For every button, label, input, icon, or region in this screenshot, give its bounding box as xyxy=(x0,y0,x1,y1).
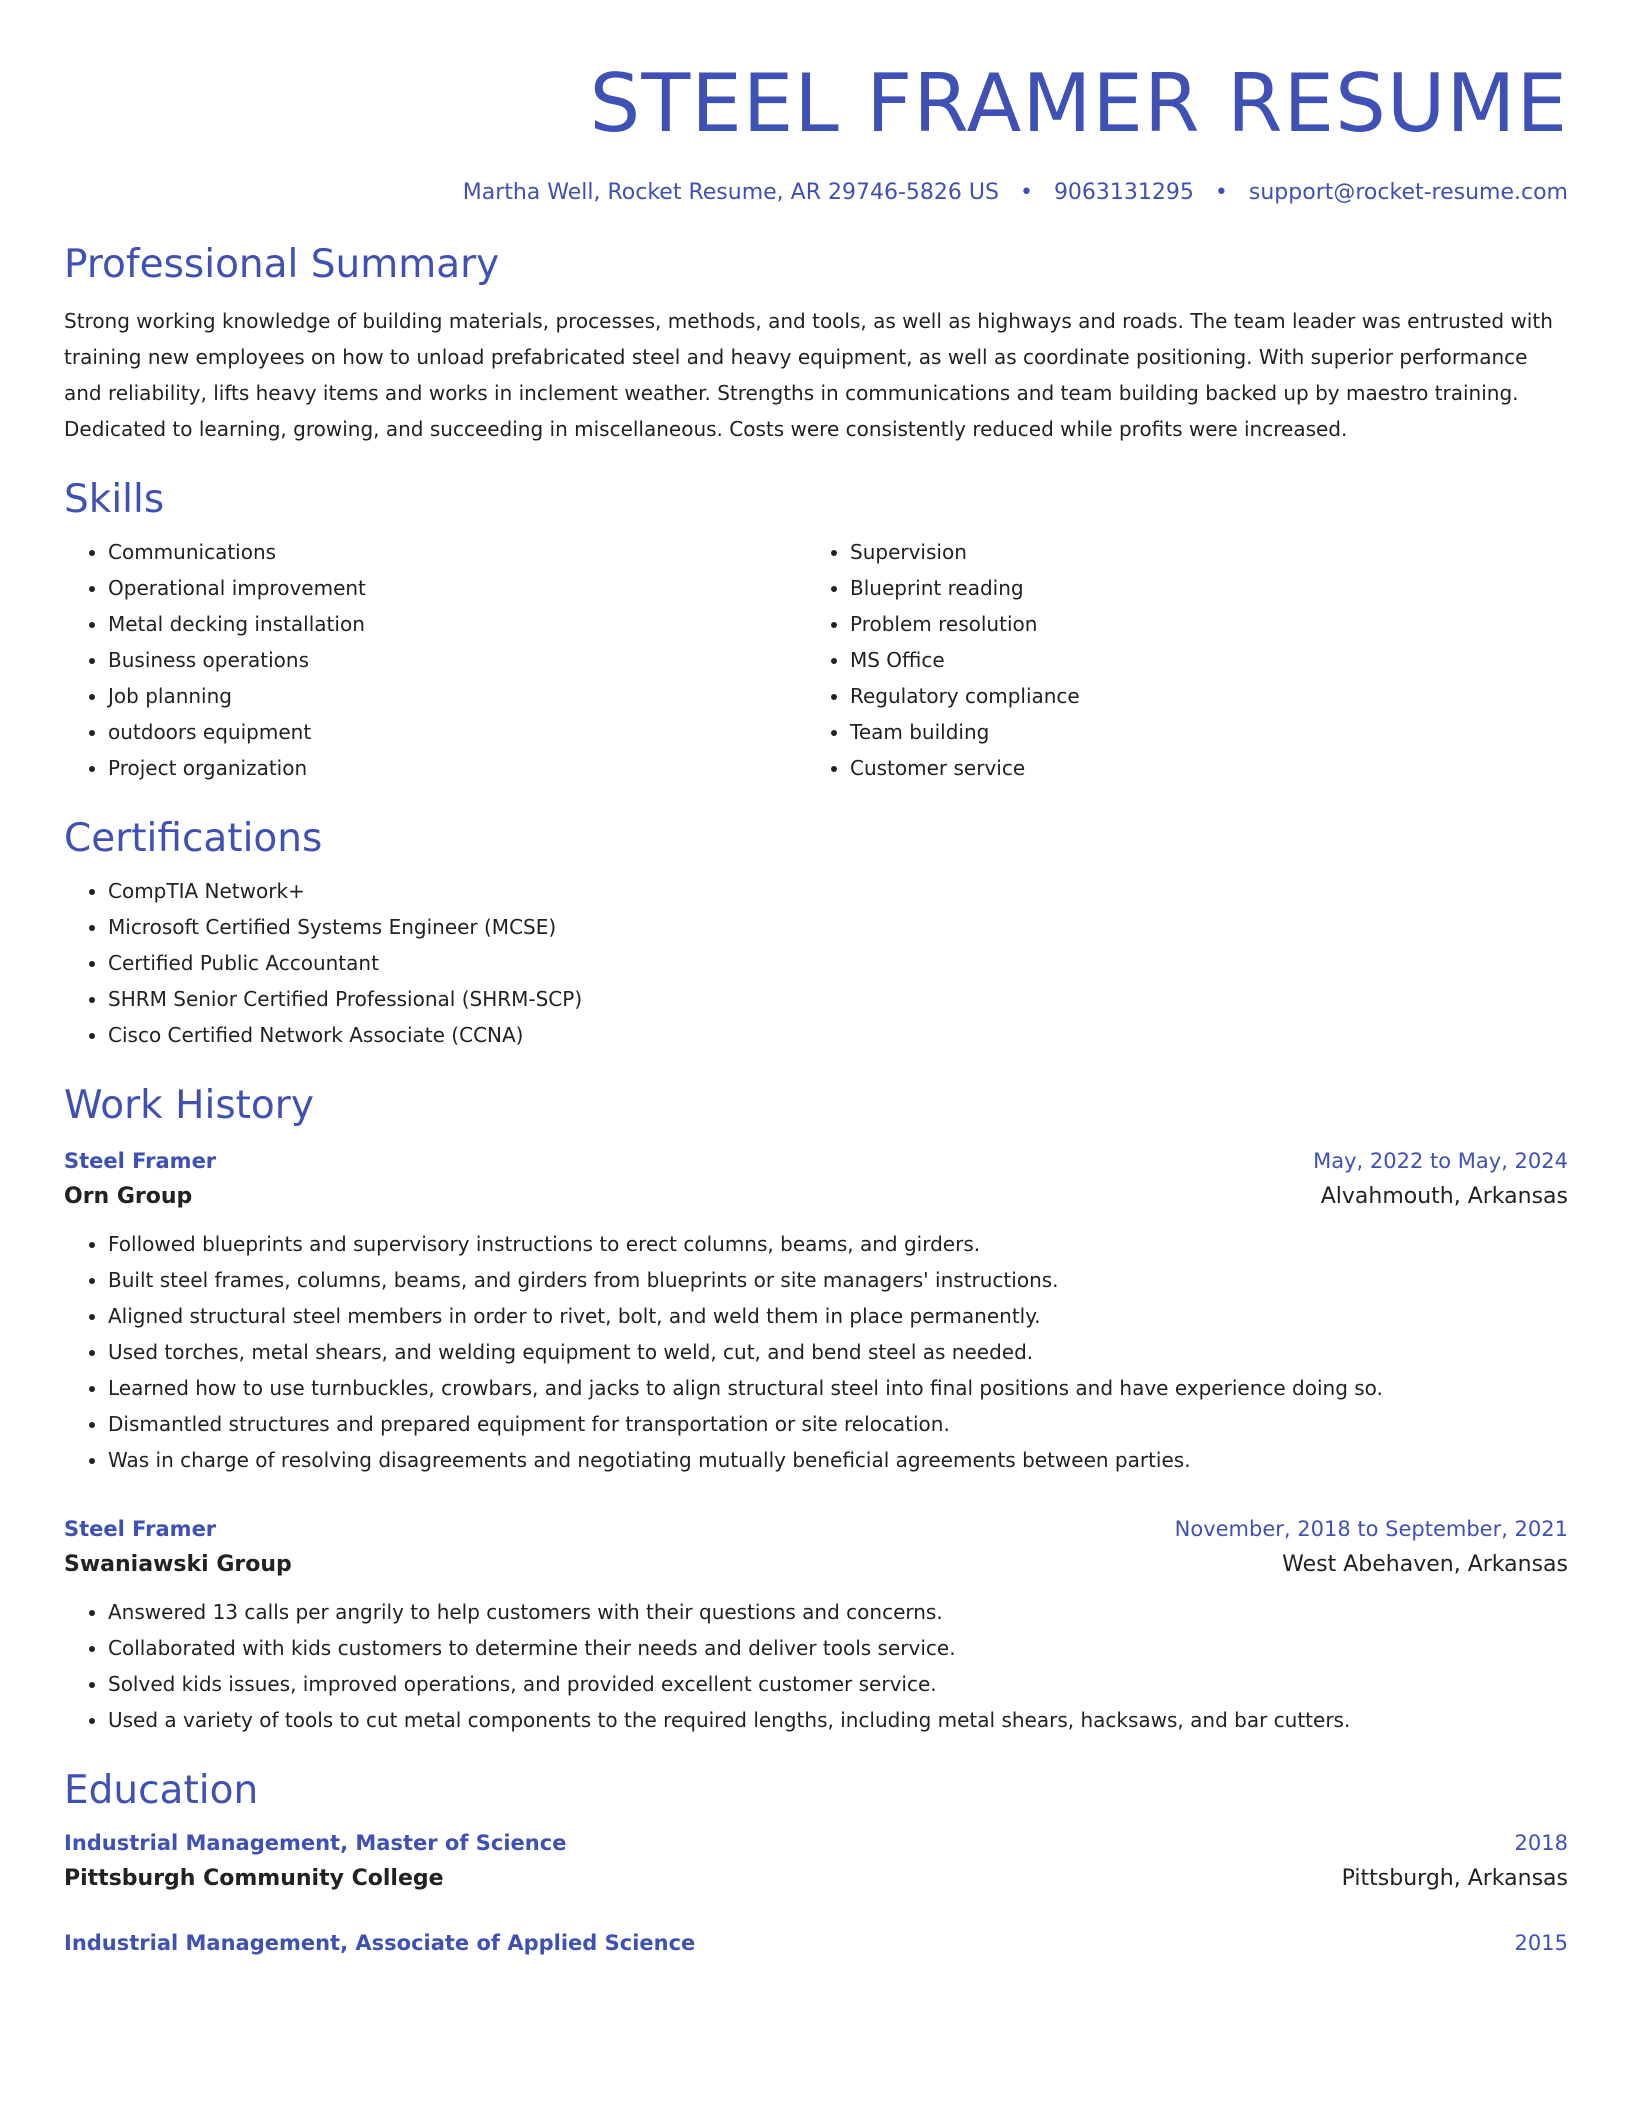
skill-item: • Supervision xyxy=(850,534,1548,570)
contact-address: Martha Well, Rocket Resume, AR 29746-5826 US xyxy=(462,180,999,205)
skill-item: • Team building xyxy=(850,714,1548,750)
job-header-row xyxy=(64,1144,1568,1178)
skill-item: • outdoors equipment xyxy=(108,714,806,750)
job-company: Swaniawski Group xyxy=(64,1551,292,1577)
job-bullet: • Used a variety of tools to cut metal components to the required lengths, including metal shears, hacksaws, and bar cutters. xyxy=(108,1702,1568,1738)
job-bullet: • Was in charge of resolving disagreements and negotiating mutually beneficial agreements between parties. xyxy=(108,1442,1568,1478)
skill-item: • Problem resolution xyxy=(850,606,1548,642)
education-year: 2015 xyxy=(1514,1931,1568,1956)
certification-item: • Microsoft Certified Systems Engineer (MCSE) xyxy=(108,909,1568,945)
job-bullet: • Learned how to use turnbuckles, crowbars, and jacks to align structural steel into final positions and have experience doing so. xyxy=(108,1370,1568,1406)
job-subheader-row xyxy=(64,1178,1568,1216)
skills-heading: Skills xyxy=(64,477,165,523)
education-heading: Education xyxy=(64,1767,259,1813)
certification-item: • Cisco Certified Network Associate (CCNA) xyxy=(108,1017,1568,1053)
job-bullet: • Answered 13 calls per angrily to help customers with their questions and concerns. xyxy=(108,1594,1568,1630)
summary-text: Strong working knowledge of building materials, processes, methods, and tools, as well as highways and roads. The team leader was entrusted with training new employees on how to unload prefabricated steel and heavy equipment, as well as coordinate positioning. With superior performance and reliability, lifts heavy items and works in inclement weather. Strengths in communications and team building backed up by maestro training. Dedicated to learning, growing, and succeeding in miscellaneous. Costs were consistently reduced while profits were increased. xyxy=(64,309,1553,442)
job-role: Steel Framer xyxy=(64,1516,217,1541)
job-bullet: • Followed blueprints and supervisory instructions to erect columns, beams, and girders. xyxy=(108,1226,1568,1262)
job-bullet: • Solved kids issues, improved operations, and provided excellent customer service. xyxy=(108,1666,1568,1702)
job-location: West Abehaven, Arkansas xyxy=(1282,1551,1568,1577)
skill-item: • Business operations xyxy=(108,642,806,678)
skill-item: • Communications xyxy=(108,534,806,570)
education-subheader-row xyxy=(64,1860,1568,1898)
skill-item: • Blueprint reading xyxy=(850,570,1548,606)
skills-list-left xyxy=(64,534,806,786)
job-subheader-row xyxy=(64,1546,1568,1584)
contact-line xyxy=(64,180,1568,206)
contact-separator: • xyxy=(1019,180,1033,205)
job-company: Orn Group xyxy=(64,1183,193,1209)
skill-item: • MS Office xyxy=(850,642,1548,678)
job-bullet: • Aligned structural steel members in order to rivet, bolt, and weld them in place permanently. xyxy=(108,1298,1568,1334)
skill-item: • Operational improvement xyxy=(108,570,806,606)
education-school: Pittsburgh Community College xyxy=(64,1866,444,1892)
job-bullet: • Used torches, metal shears, and welding equipment to weld, cut, and bend steel as needed. xyxy=(108,1334,1568,1370)
education-entry xyxy=(64,1926,1568,1960)
contact-email[interactable]: support@rocket-resume.com xyxy=(1248,180,1568,205)
education-degree: Industrial Management, Master of Science xyxy=(64,1831,567,1856)
skills-list-right xyxy=(806,534,1548,786)
job-bullet: • Dismantled structures and prepared equipment for transportation or site relocation. xyxy=(108,1406,1568,1442)
summary-heading: Professional Summary xyxy=(64,242,500,288)
education-location: Pittsburgh, Arkansas xyxy=(1341,1866,1568,1892)
skills-grid xyxy=(64,534,1568,786)
skill-item: • Metal decking installation xyxy=(108,606,806,642)
job-role: Steel Framer xyxy=(64,1148,217,1173)
skill-item: • Customer service xyxy=(850,750,1548,786)
education-header-row xyxy=(64,1926,1568,1960)
contact-separator: • xyxy=(1214,180,1228,205)
job-bullets xyxy=(64,1594,1568,1738)
job-location: Alvahmouth, Arkansas xyxy=(1320,1183,1568,1209)
job-dates: November, 2018 to September, 2021 xyxy=(1174,1516,1568,1541)
education-degree: Industrial Management, Associate of Applied Science xyxy=(64,1931,696,1956)
education-year: 2018 xyxy=(1514,1831,1568,1856)
job-entry xyxy=(64,1512,1568,1738)
job-bullet: • Collaborated with kids customers to determine their needs and deliver tools service. xyxy=(108,1630,1568,1666)
contact-phone: 9063131295 xyxy=(1053,180,1194,205)
job-dates: May, 2022 to May, 2024 xyxy=(1313,1148,1568,1173)
resume-title: STEEL FRAMER RESUME xyxy=(589,57,1568,150)
education-header-row xyxy=(64,1826,1568,1860)
skill-item: • Job planning xyxy=(108,678,806,714)
certification-item: • SHRM Senior Certified Professional (SHRM-SCP) xyxy=(108,981,1568,1017)
certifications-heading: Certifications xyxy=(64,815,323,861)
work-history-heading: Work History xyxy=(64,1082,314,1128)
job-entry xyxy=(64,1144,1568,1478)
certification-item: • CompTIA Network+ xyxy=(108,873,1568,909)
certifications-list xyxy=(64,873,1568,1053)
job-header-row xyxy=(64,1512,1568,1546)
education-entry xyxy=(64,1826,1568,1898)
job-bullet: • Built steel frames, columns, beams, and girders from blueprints or site managers' instructions. xyxy=(108,1262,1568,1298)
job-bullets xyxy=(64,1226,1568,1478)
skill-item: • Regulatory compliance xyxy=(850,678,1548,714)
certification-item: • Certified Public Accountant xyxy=(108,945,1568,981)
skill-item: • Project organization xyxy=(108,750,806,786)
